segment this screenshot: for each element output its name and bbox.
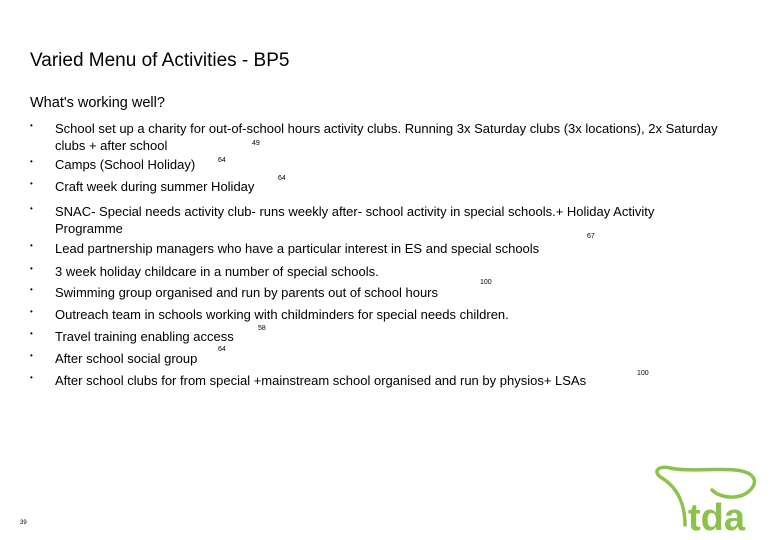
bullet-icon: • [30,121,33,130]
list-item-text: After school clubs for from special +mainstream school organised and run by physios+ LSAs [55,373,587,388]
score-annotation: 64 [218,157,226,164]
bullet-icon: • [30,157,33,166]
bullet-icon: • [30,179,33,188]
score-annotation: 58 [258,325,266,332]
score-annotation: 67 [587,233,595,240]
bullet-icon: • [30,285,33,294]
list-item-text: School set up a charity for out-of-school hours activity clubs. Running 3x Saturday clubs (3x locations), 2x Saturday clubs + after school [55,121,718,153]
bullet-icon: • [30,307,33,316]
logo-text: tda [688,497,745,535]
bullet-icon: • [30,204,33,213]
list-item-text: After school social group [55,351,198,366]
score-annotation: 64 [218,346,226,353]
score-annotation: 49 [252,140,260,147]
list-item-text: Travel training enabling access [55,329,234,344]
section-subtitle: What's working well? [30,95,165,111]
bullet-icon: • [30,329,33,338]
score-annotation: 64 [278,175,286,182]
list-item-text: SNAC- Special needs activity club- runs weekly after- school activity in special schools.+ Holiday Activity Programme [55,204,655,236]
list-item-text: Craft week during summer Holiday [55,179,255,194]
bullet-icon: • [30,351,33,360]
page-number: 39 [20,520,27,526]
list-item-text: Camps (School Holiday) [55,157,196,172]
slide-title: Varied Menu of Activities - BP5 [30,50,290,71]
bullet-icon: • [30,264,33,273]
list-item-text: Outreach team in schools working with childminders for special needs children. [55,307,509,322]
score-annotation: 100 [480,279,492,286]
list-item-text: Lead partnership managers who have a particular interest in ES and special schools [55,241,540,256]
bullet-icon: • [30,241,33,250]
list-item-text: Swimming group organised and run by parents out of school hours [55,285,438,300]
tda-logo [640,460,770,535]
score-annotation: 100 [637,370,649,377]
list-item-text: 3 week holiday childcare in a number of special schools. [55,264,379,279]
bullet-icon: • [30,373,33,382]
